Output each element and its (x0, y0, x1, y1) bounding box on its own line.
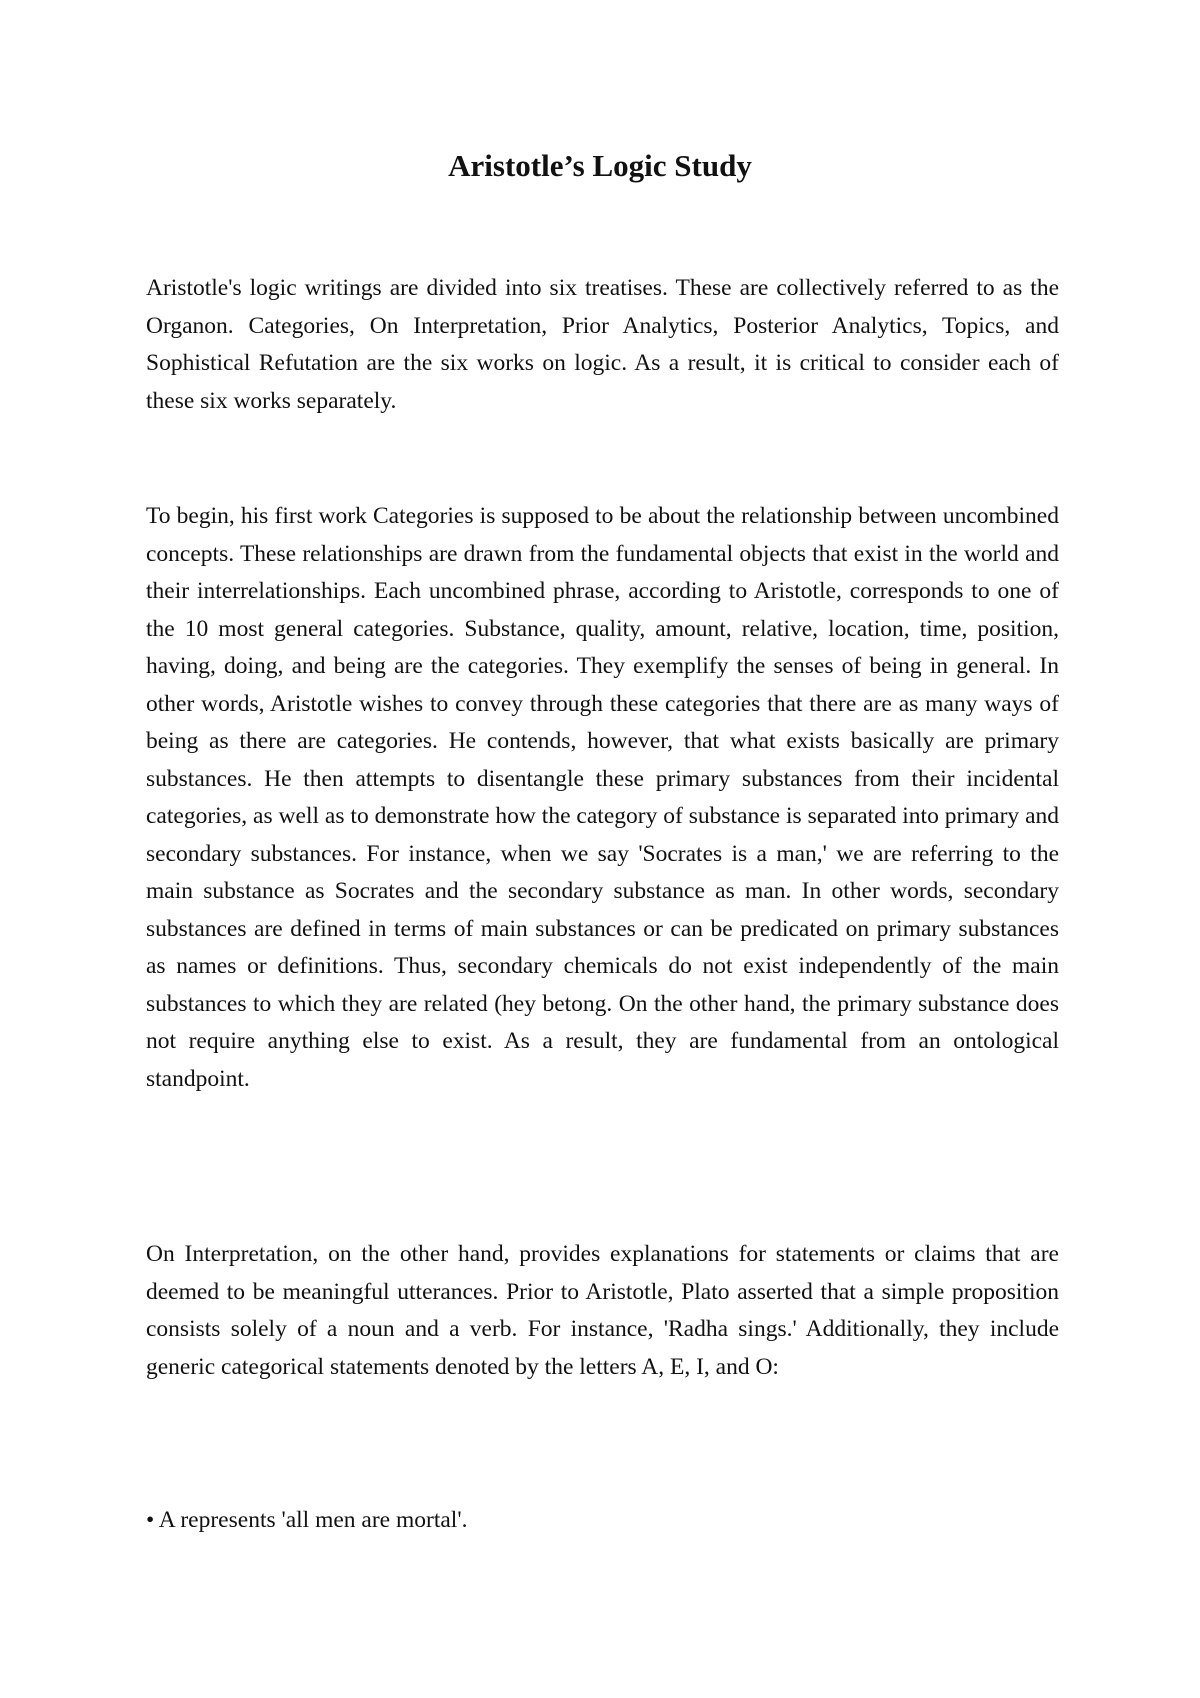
document-title: Aristotle’s Logic Study (448, 148, 752, 183)
bullet-item-a: • A represents 'all men are mortal'. (146, 1507, 468, 1533)
paragraph-categories: To begin, his first work Categories is supposed to be about the relationship between uncombined concepts. These relationships are drawn from the fundamental objects that exist in the world and their interrelationships. Each uncombined phrase, according to Aristotle, corresponds to one of the 10 most general categories. Substance, quality, amount, relative, location, time, position, having, doing, and being are the categories. They exemplify the senses of being in general. In other words, Aristotle wishes to convey through these categories that there are as many ways of being as there are categories. He contends, however, that what exists basically are primary substances. He then attempts to disentangle these primary substances from their incidental categories, as well as to demonstrate how the category of substance is separated into primary and secondary substances. For instance, when we say 'Socrates is a man,' we are referring to the main substance as Socrates and the secondary substance as man. In other words, secondary substances are defined in terms of main substances or can be predicated on primary substances as names or definitions. Thus, secondary chemicals do not exist independently of the main substances to which they are related (hey betong. On the other hand, the primary substance does not require anything else to exist. As a result, they are fundamental from an ontological standpoint. (146, 503, 1059, 1092)
paragraph-organon: Aristotle's logic writings are divided into six treatises. These are collectively referred to as the Organon. Categories, On Interpretation, Prior Analytics, Posterior Analytics, Topics, and Sophistical Refutation are the six works on logic. As a result, it is critical to consider each of these six works separately. (146, 275, 1059, 414)
paragraph-on-interpretation: On Interpretation, on the other hand, provides explanations for statements or claims that are deemed to be meaningful utterances. Prior to Aristotle, Plato asserted that a simple proposition consists solely of a noun and a verb. For instance, 'Radha sings.' Additionally, they include generic categorical statements denoted by the letters A, E, I, and O: (146, 1241, 1059, 1380)
